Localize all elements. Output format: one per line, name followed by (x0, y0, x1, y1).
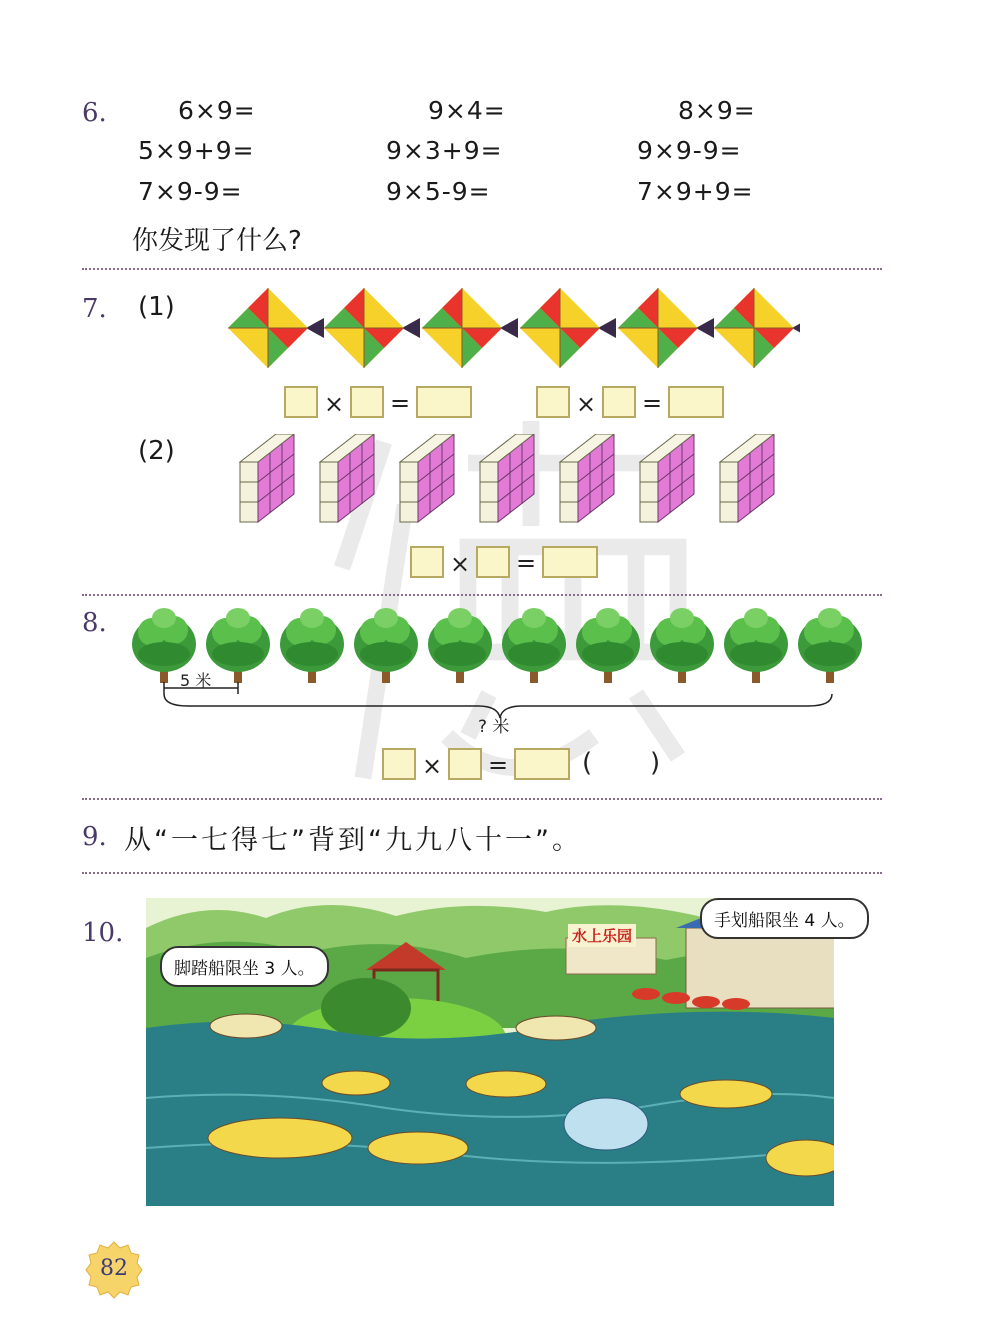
q7-part2-label: (2) (138, 436, 175, 466)
times-sign: × (450, 550, 471, 578)
answer-box[interactable] (416, 386, 472, 418)
water-park-illustration (146, 898, 834, 1206)
q6-question-text: 你发现了什么? (132, 226, 302, 256)
q7-part1-label: (1) (138, 292, 175, 322)
section-divider (82, 594, 882, 596)
answer-box[interactable] (284, 386, 318, 418)
cube-stack-icon (240, 434, 294, 522)
q6-equation: 9×5-9= (386, 177, 491, 206)
equals-sign: = (390, 389, 411, 417)
paren-close: ) (650, 748, 661, 778)
fish-row (220, 288, 800, 368)
fish-icon (714, 288, 800, 368)
fish-icon (228, 288, 324, 368)
answer-box[interactable] (668, 386, 724, 418)
cube-stack-icon (720, 434, 774, 522)
tree-icon (354, 608, 418, 683)
fish-icon (618, 288, 714, 368)
tree-icon (798, 608, 862, 683)
equals-sign: = (516, 549, 537, 577)
paren-open: ( (582, 748, 593, 778)
answer-box[interactable] (448, 748, 482, 780)
q6-equation: 9×3+9= (386, 136, 503, 165)
section-divider (82, 798, 882, 800)
answer-box[interactable] (410, 546, 444, 578)
question-10-number: 10. (82, 918, 124, 948)
distance-label: 5 米 (180, 671, 212, 690)
speech-bubble-pedal-boat: 脚踏船限坐 3 人。 (160, 946, 329, 987)
times-sign: × (324, 390, 345, 418)
answer-box[interactable] (536, 386, 570, 418)
water-park-sign: 水上乐园 (568, 924, 636, 947)
page-number: 82 (100, 1256, 128, 1281)
q6-equation: 8×9= (678, 96, 756, 125)
tree-icon (576, 608, 640, 683)
answer-box[interactable] (350, 386, 384, 418)
q6-equation: 9×4= (428, 96, 506, 125)
question-9-number: 9. (82, 822, 107, 852)
cube-stack-icon (640, 434, 694, 522)
fish-icon (324, 288, 420, 368)
tree-icon (206, 608, 270, 683)
times-sign: × (576, 390, 597, 418)
cube-stack-icon (480, 434, 534, 522)
equals-sign: = (488, 751, 509, 779)
equals-sign: = (642, 389, 663, 417)
fish-icon (520, 288, 616, 368)
cube-stack-icon (560, 434, 614, 522)
answer-box[interactable] (476, 546, 510, 578)
answer-box[interactable] (382, 748, 416, 780)
cube-stack-icon (400, 434, 454, 522)
q9-text: 从“一七得七”背到“九九八十一”。 (124, 825, 582, 856)
answer-box[interactable] (602, 386, 636, 418)
speech-bubble-row-boat: 手划船限坐 4 人。 (700, 898, 869, 939)
total-distance-label: ? 米 (478, 717, 510, 737)
q6-equation: 9×9-9= (637, 136, 742, 165)
cube-stack-row (236, 434, 776, 526)
answer-box[interactable] (514, 748, 570, 780)
q6-equation: 6×9= (178, 96, 256, 125)
question-8-number: 8. (82, 608, 107, 638)
question-6-number: 6. (82, 98, 107, 128)
section-divider (82, 268, 882, 270)
question-7-number: 7. (82, 294, 107, 324)
fish-icon (422, 288, 518, 368)
cube-stack-icon (320, 434, 374, 522)
tree-icon (280, 608, 344, 683)
q6-equation: 7×9-9= (138, 177, 243, 206)
section-divider (82, 872, 882, 874)
tree-icon (502, 608, 566, 683)
q6-equation: 5×9+9= (138, 136, 255, 165)
times-sign: × (422, 752, 443, 780)
tree-icon (428, 608, 492, 683)
q6-equation: 7×9+9= (637, 177, 754, 206)
tree-icon (650, 608, 714, 683)
answer-box[interactable] (542, 546, 598, 578)
tree-icon (724, 608, 788, 683)
